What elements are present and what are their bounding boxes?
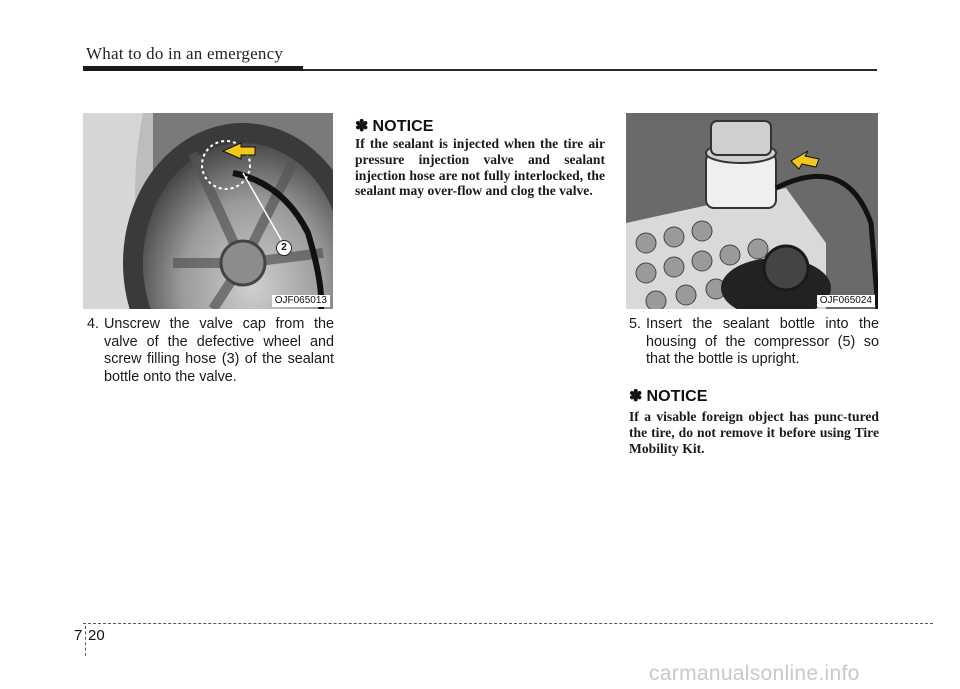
notice-2-title	[629, 386, 708, 406]
footer-divider	[85, 626, 86, 656]
watermark-text: carmanualsonline.info	[649, 662, 860, 685]
page-number: 20	[88, 627, 105, 644]
step-5-number: 5.	[629, 316, 642, 332]
notice-2-label: NOTICE	[646, 388, 708, 405]
footer-rule	[83, 623, 933, 624]
header-rule-thick	[83, 66, 303, 71]
figure-code-right: OJF065024	[817, 295, 875, 307]
notice-1-label: NOTICE	[372, 118, 434, 135]
step-5-text: Insert the sealant bottle into the housing of the compressor (5) so that the bottle is upright.	[646, 316, 879, 367]
notice-1-title	[355, 116, 434, 136]
notice-star-icon: ✽	[355, 118, 369, 135]
notice-2-body: If a visable foreign object has punc-tured the tire, do not remove it before using Tire Mobility Kit.	[629, 409, 879, 456]
wheel-illustration	[83, 113, 333, 309]
compressor-illustration	[626, 113, 878, 309]
section-header-title: What to do in an emergency	[86, 44, 284, 63]
notice-star-icon: ✽	[629, 388, 643, 405]
notice-1-body: If the sealant is injected when the tire air pressure injection valve and sealant injection hose are not fully interlocked, the sealant may over-flow and clog the valve.	[355, 136, 605, 199]
header-rule-thin	[303, 69, 877, 71]
figure-sealant-bottle	[626, 113, 878, 309]
step-4-text: Unscrew the valve cap from the valve of the defective wheel and screw filling hose (3) of the sealant bottle onto the valve.	[104, 316, 334, 385]
callout-number: 2	[276, 240, 292, 256]
figure-code-left: OJF065013	[272, 295, 330, 307]
step-5	[629, 316, 879, 369]
chapter-number: 7	[74, 627, 83, 644]
figure-wheel-valve	[83, 113, 333, 309]
step-4-number: 4.	[87, 316, 100, 332]
step-4	[87, 316, 334, 386]
